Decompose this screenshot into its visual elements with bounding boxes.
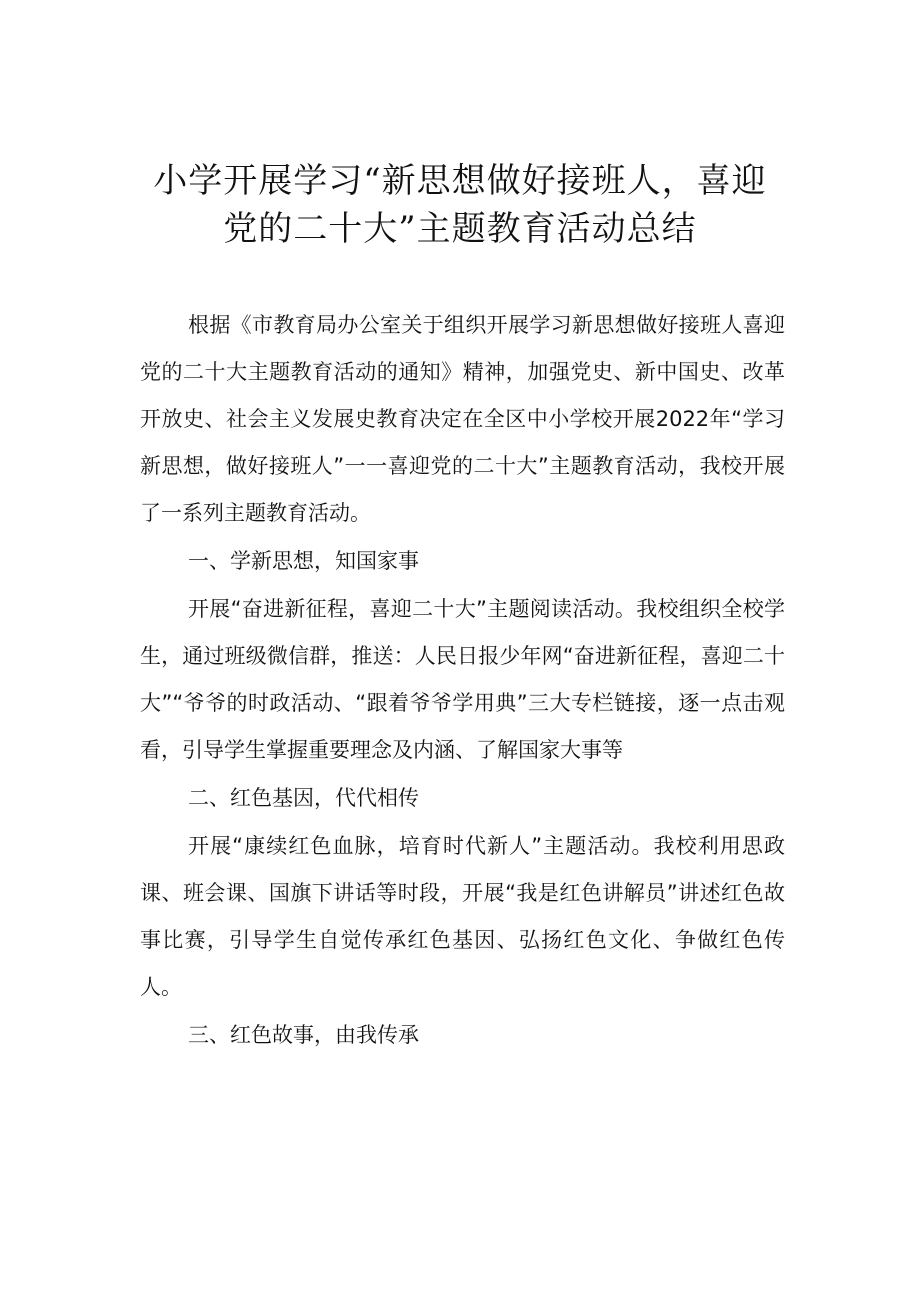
section-heading-2: 二、红色基因，代代相传: [188, 786, 419, 810]
document-body: [140, 302, 785, 1059]
paragraph-section-2: 开展“康续红色血脉，培育时代新人”主题活动。我校利用思政课、班会课、国旗下讲话等时段，开展“我是红色讲解员”讲述红色故事比赛，引导学生自觉传承红色基因、弘扬红色文化、争做红色传人。: [140, 834, 785, 999]
paragraph-section-1: 开展“奋进新征程，喜迎二十大”主题阅读活动。我校组织全校学生，通过班级微信群，推送：人民日报少年网“奋进新征程，喜迎二十大”“爷爷的时政活动、“跟着爷爷学用典”三大专栏链接，逐一点击观看，引导学生掌握重要理念及内涵、了解国家大事等: [140, 597, 785, 762]
section-heading-3: 三、红色故事，由我传承: [188, 1023, 419, 1047]
document-title-line-2: 党的二十大”主题教育活动总结: [223, 209, 697, 249]
section-heading-1: 一、学新思想，知国家事: [188, 549, 419, 573]
paragraph-intro: 根据《市教育局办公室关于组织开展学习新思想做好接班人喜迎党的二十大主题教育活动的通知》精神，加强党史、新中国史、改革开放史、社会主义发展史教育决定在全区中小学校开展2022年“学习新思想，做好接班人”一一喜迎党的二十大”主题教育活动，我校开展了一系列主题教育活动。: [140, 313, 785, 525]
document-title-line-1: 小学开展学习“新思想做好接班人，喜迎: [153, 161, 767, 201]
